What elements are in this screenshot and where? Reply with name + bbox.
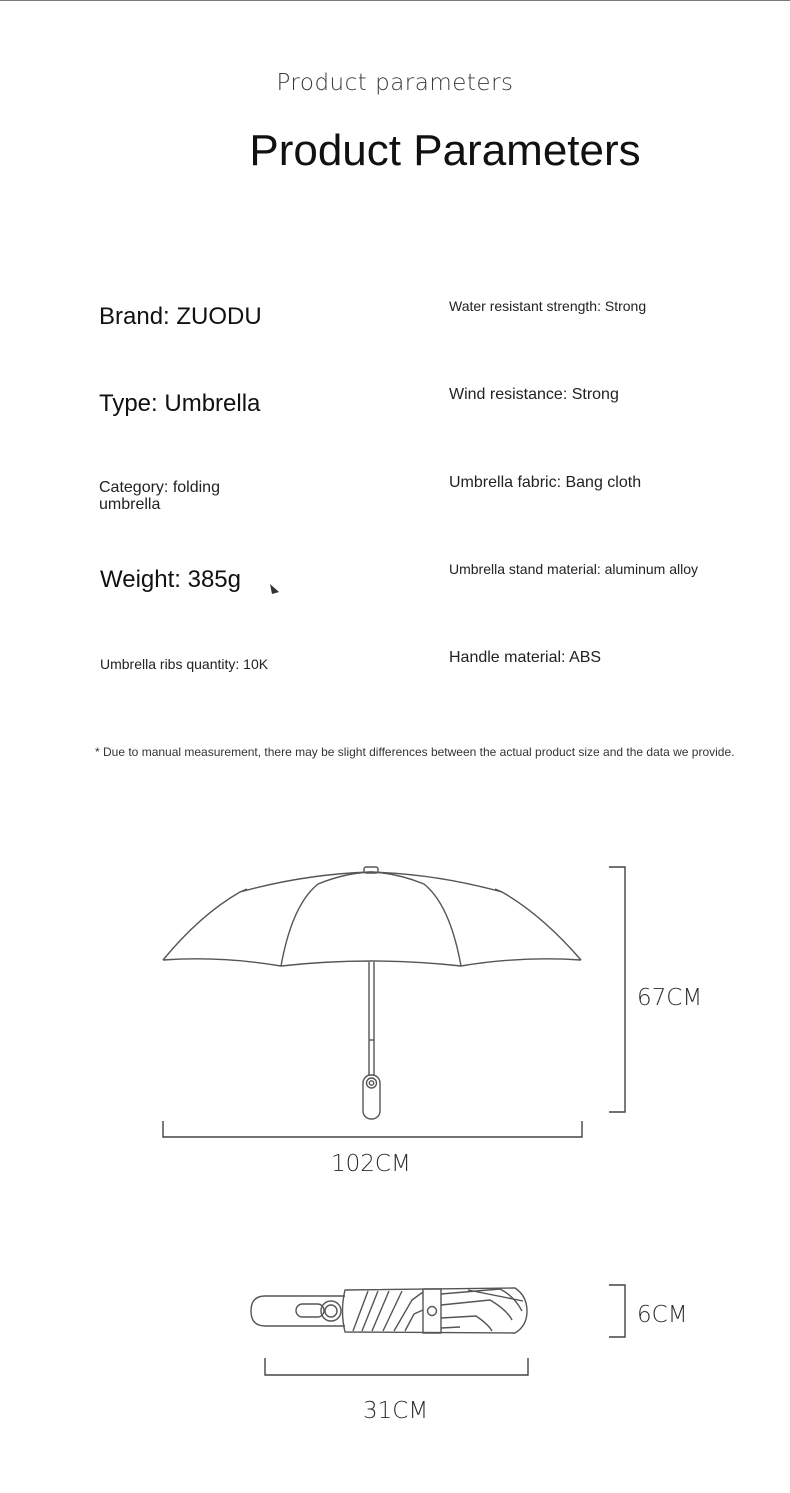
page-title: Product Parameters xyxy=(249,126,641,175)
param-fabric: Umbrella fabric: Bang cloth xyxy=(449,474,642,491)
param-wind-resistance: Wind resistance: Strong xyxy=(449,386,619,403)
param-stand-material: Umbrella stand material: aluminum alloy xyxy=(449,561,698,577)
width-bracket xyxy=(163,1121,582,1137)
section-subtitle: Product parameters xyxy=(276,70,514,96)
height-bracket xyxy=(609,867,625,1112)
param-handle-material: Handle material: ABS xyxy=(449,649,602,666)
param-type: Type: Umbrella xyxy=(99,390,261,417)
folded-umbrella-illustration xyxy=(251,1288,527,1333)
folded-length-bracket xyxy=(265,1358,528,1375)
param-category: Category: folding umbrella xyxy=(99,479,220,513)
folded-height-bracket xyxy=(609,1285,625,1337)
param-ribs: Umbrella ribs quantity: 10K xyxy=(100,656,269,672)
dim-folded-height: 6CM xyxy=(637,1302,688,1328)
dim-open-width: 102CM xyxy=(331,1151,411,1177)
param-brand: Brand: ZUODU xyxy=(99,303,262,330)
param-weight: Weight: 385g xyxy=(100,566,241,593)
measurement-note: * Due to manual measurement, there may be slight differences between the actual product size and the data we provide. xyxy=(95,745,735,759)
param-water-resistance: Water resistant strength: Strong xyxy=(449,298,647,314)
dim-folded-length: 31CM xyxy=(363,1398,429,1424)
cursor-icon xyxy=(270,584,279,594)
open-umbrella-illustration xyxy=(163,867,581,1119)
dim-open-height: 67CM xyxy=(637,985,703,1011)
